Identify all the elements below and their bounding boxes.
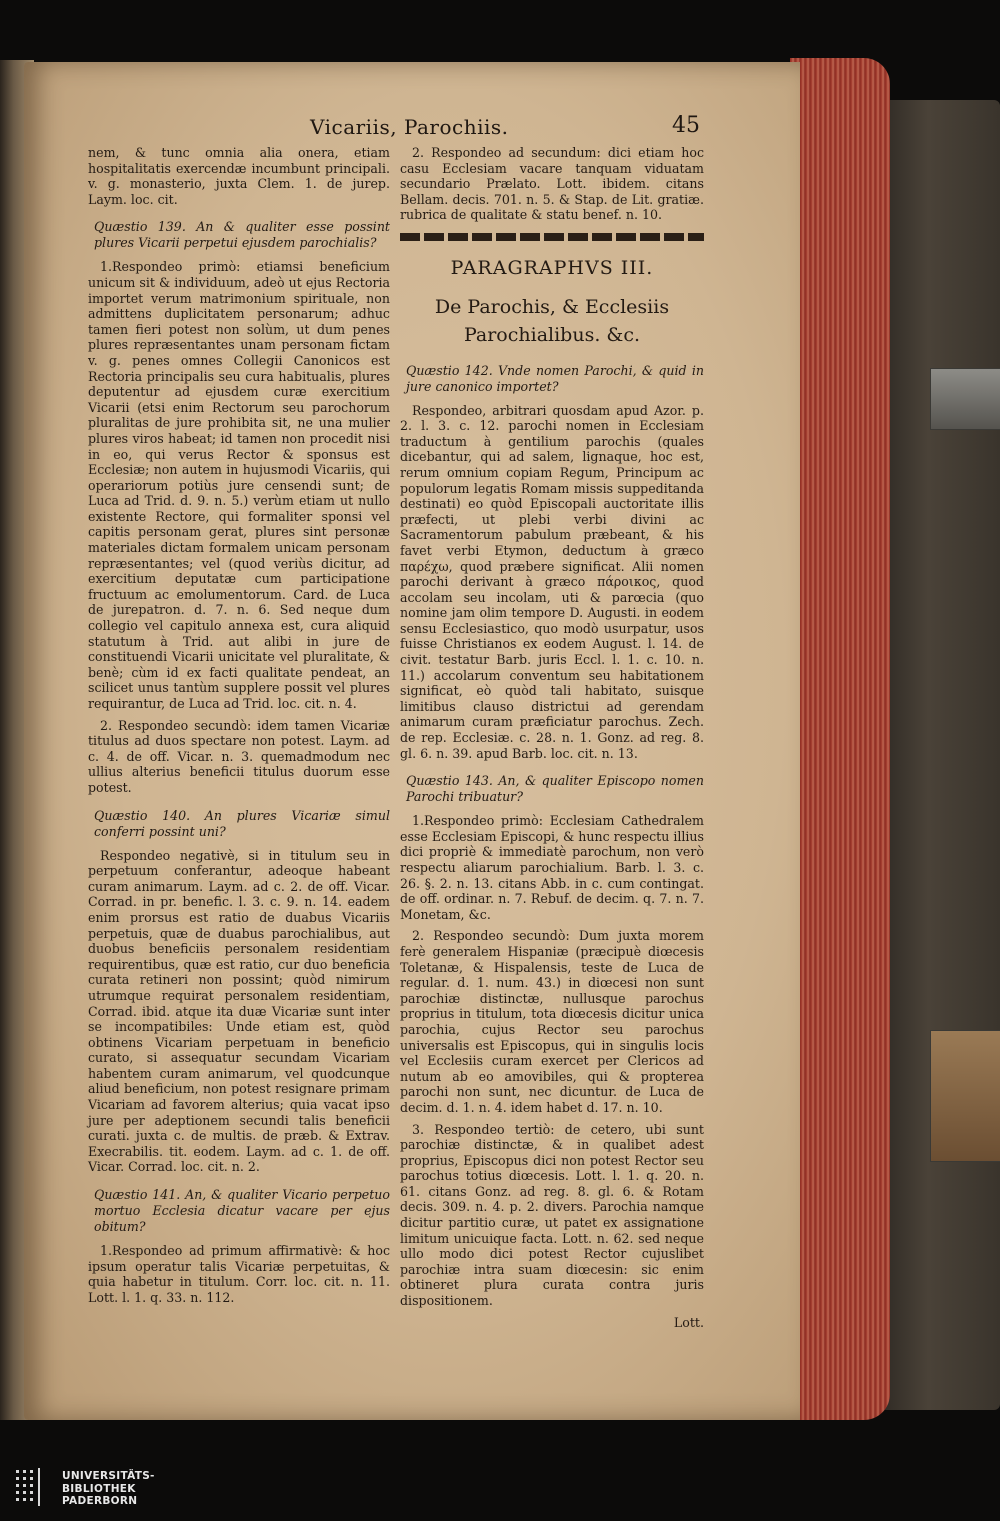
question-139-title: Quæstio 139. An & qualiter esse possint plures Vicarii perpetui ejusdem parochialis? xyxy=(94,219,390,251)
q143-response-2: 2. Respondeo secundò: Dum juxta morem ferè generalem Hispaniæ (præcipuè diœcesis Toletanæ, & Hispalensis, teste de Luca de regular. d. 1. num. 43.) in diœcesi non sunt parochiæ distinctæ, nullusque parochus proprius in titulum, tota diœcesis dicitur unica parochia, cujus Rector seu parochus universalis est Episcopus, qui in singulis locis vel Ecclesiis curam exercet per Clericos ad nutum ab eo amovibiles, qui & propterea parochi non sunt, nec dicuntur. de Luca de decim. d. 1. n. 4. idem habet d. 17. n. 10. xyxy=(400,928,704,1115)
question-143-title: Quæstio 143. An, & qualiter Episcopo nomen Parochi tribuatur? xyxy=(406,773,704,805)
metal-clasp-top xyxy=(930,368,1000,430)
q142-response: Respondeo, arbitrari quosdam apud Azor. p. 2. l. 3. c. 12. parochi nomen in Ecclesiam traductum à gentilium parochis (quales dicebantur, qui ad salem, lignaque, hoc est, rerum omnium copiam Regum, Principum ac populorum legatis Romam missis suppeditanda destinati) eo quòd Episcopali auctoritate illis præfecti, ut plebi verbi divini ac Sacramentorum pabulum præbeant, & his favet verbi Etymon, deductum à græco παρέχω, quod præbere significat. Alii nomen parochi derivant à græco πάροικος, quod accolam seu incolam, uti & parœcia (quo nomine jam olim tempore D. Augusti. in eodem sensu Ecclesiastico, quo modò usurpatur, usos fuisse Christianos ex eodem August. l. 14. de civit. testatur Barb. juris Eccl. l. 1. c. 10. n. 11.) accolarum conventum seu habitationem significat, eò quòd tali habitato, suisque limitibus clauso districtui ad gerendam animarum curam præficiatur parochus. Zech. de rep. Ecclesiæ. c. 28. n. 1. Gonz. ad reg. 8. gl. 6. n. 39. apud Barb. loc. cit. n. 13. xyxy=(400,402,704,761)
q141-r1-number: 1. xyxy=(100,1243,113,1259)
book-cover-board xyxy=(880,100,1000,1410)
red-page-edges xyxy=(790,58,890,1420)
paragraph-heading: PARAGRAPHVS III. xyxy=(450,256,654,279)
opening-text: nem, & tunc omnia alia onera, etiam hospitalitatis exercendæ incumbunt principali. v. g. monasterio, juxta Clem. 1. de jurep. Laym. loc. cit. xyxy=(88,145,390,207)
right-column xyxy=(400,145,704,1330)
q141-response-2: 2. Respondeo ad secundum: dici etiam hoc casu Ecclesiam vacare tanquam viduatam secundario Prælato. Lott. ibidem. citans Bellam. decis. 701. n. 5. & Stap. de Lit. gratiæ. rubrica de qualitate & statu benef. n. 10. xyxy=(400,145,704,223)
q139-response-1 xyxy=(88,259,390,711)
q140-response: Respondeo negativè, si in titulum seu in perpetuum conferantur, adeoque habeant curam animarum. Laym. ad c. 2. de off. Vicar. Corrad. in pr. benefic. l. 3. c. 9. n. 14. eadem enim prorsus est ratio de duabus Vicariis perpetuis, quæ de duabus parochialibus, aut duobus beneficiis personalem residentiam requirentibus, quæ est ratio, cur duo beneficia curata retineri non possint; quòd nimirum utrumque requirat personalem residentiam, Corrad. ibid. atque ita duæ Vicariæ sunt inter se incompatibiles: Unde etiam est, quòd obtinens Vicariam perpetuam in beneficio curato, si assequatur secundam Vicariam habentem curam animarum, vel quodcunque aliud beneficium, non potest resignare primam Vicariam ad favorem alterius; quia vacat ipso jure per adeptionem secundi talis beneficii curati. juxta c. de multis. de præb. & Extrav. Execrabilis. tit. eodem. Laym. ad c. 1. de off. Vicar. Corrad. loc. cit. n. 2. xyxy=(88,847,390,1175)
running-head: Vicariis, Parochiis. xyxy=(310,115,509,139)
question-142-title: Quæstio 142. Vnde nomen Parochi, & quid in jure canonico importet? xyxy=(406,362,704,394)
institution-line-3: PADERBORN xyxy=(62,1495,138,1507)
institution-line-1: UNIVERSITÄTS- xyxy=(62,1470,155,1482)
q139-r1-text: Respondeo primò: etiamsi beneficium unicum sit & individuum, adeò ut ejus Rectoria importet verum matrimonium spirituale, non admittens duplicitatem personarum; adhuc tamen fieri potest non solùm, ut dum penes plures repræsentantes unam personam fictam v. g. penes omnes Collegii Canonicos est Rectoria principalis seu cura habitualis, plures deputentur ad ejusdem curæ exercitium Vicarii (etsi enim Rectorum seu parochorum pluralitas de jure prohibita sit, ne una mulier plures viros habeat; id tamen non procedit nisi in eo, qui verus Rector & sponsus est Ecclesiæ; non autem in hujusmodi Vicariis, qui operariorum potiùs jure censendi sunt; de Luca ad Trid. d. 9. n. 5.) verùm etiam ut nullo existente Rectore, qui formaliter sponsi vel capitis personam gerat, plures sint personæ materiales dictam formalem unicam personam repræsentantes; vel (quod veriùs dicitur, ad exercitium deputatæ cum participatione fructuum ac emolumentorum. Card. de Luca de jurepatron. d. 7. n. 6. Sed neque dum collegio vel capitulo annexa est, cura aliquid statutum à Trid. aut alibi in jure de constituendi Vicarii unicitate vel pluralitate, & benè; cùm id ex facti qualitate pendeat, an scilicet unus tantùm supplere possit vel plures requirantur, de Luca ad Trid. loc. cit. n. 4. xyxy=(88,259,390,711)
leather-clasp-bottom xyxy=(930,1030,1000,1162)
institution-line-2: BIBLIOTHEK xyxy=(62,1482,136,1495)
question-140-title: Quæstio 140. An plures Vicariæ simul conferri possint uni? xyxy=(94,807,390,839)
institution-name xyxy=(62,1470,155,1508)
library-logo-icon xyxy=(14,1466,54,1508)
page-number: 45 xyxy=(672,113,700,138)
q143-r1-text: Respondeo primò: Ecclesiam Cathedralem esse Ecclesiam Episcopi, & hunc respectu illius dici propriè & immediatè parochum, non verò respectu aliarum parochialium. Barb. l. 3. c. 26. §. 2. n. 13. citans Abb. in c. cum contingat. de off. ordinar. n. 7. Rebuf. de decim. q. 7. n. 7. Monetam, &c. xyxy=(400,813,705,922)
catchword: Lott. xyxy=(673,1314,704,1330)
q139-r1-number: 1. xyxy=(100,259,113,275)
q143-response-1 xyxy=(400,813,704,922)
section-title: De Parochis, & Ecclesiis Parochialibus. &c. xyxy=(434,295,670,346)
q141-response-1 xyxy=(88,1243,390,1305)
q143-r1-number: 1. xyxy=(412,813,425,829)
ornamental-rule xyxy=(400,233,704,241)
left-column xyxy=(88,145,390,1311)
q139-response-2: 2. Respondeo secundò: idem tamen Vicariæ titulus ad duos spectare non potest. Laym. ad c. 4. de off. Vicar. n. 3. quemadmodum nec ullius alterius beneficii titulus duorum esse potest. xyxy=(88,717,390,795)
question-141-title: Quæstio 141. An, & qualiter Vicario perpetuo mortuo Ecclesia dicatur vacare per ejus obitum? xyxy=(94,1187,390,1235)
q141-r1-text: Respondeo ad primum affirmativè: & hoc ipsum operatur talis Vicariæ perpetuitas, & quia habetur in titulum. Corr. loc. cit. n. 11. Lott. l. 1. q. 33. n. 112. xyxy=(88,1243,390,1305)
q143-response-3: 3. Respondeo tertiò: de cetero, ubi sunt parochiæ distinctæ, & in qualibet adest proprius, Episcopus dici non potest Rector seu parochus totius diœcesis. Lott. l. 1. q. 20. n. 61. citans Gonz. ad reg. 8. gl. 6. & Rotam decis. 309. n. 4. p. 2. divers. Parochia namque dicitur partitio curæ, ut patet ex assignatione limitum unicuique facta. Lott. n. 62. sed neque ullo modo dici potest Rector cujuslibet parochiæ intra suam diœcesin: sic enim obtineret plura curata contra juris dispositionem. xyxy=(400,1121,704,1309)
